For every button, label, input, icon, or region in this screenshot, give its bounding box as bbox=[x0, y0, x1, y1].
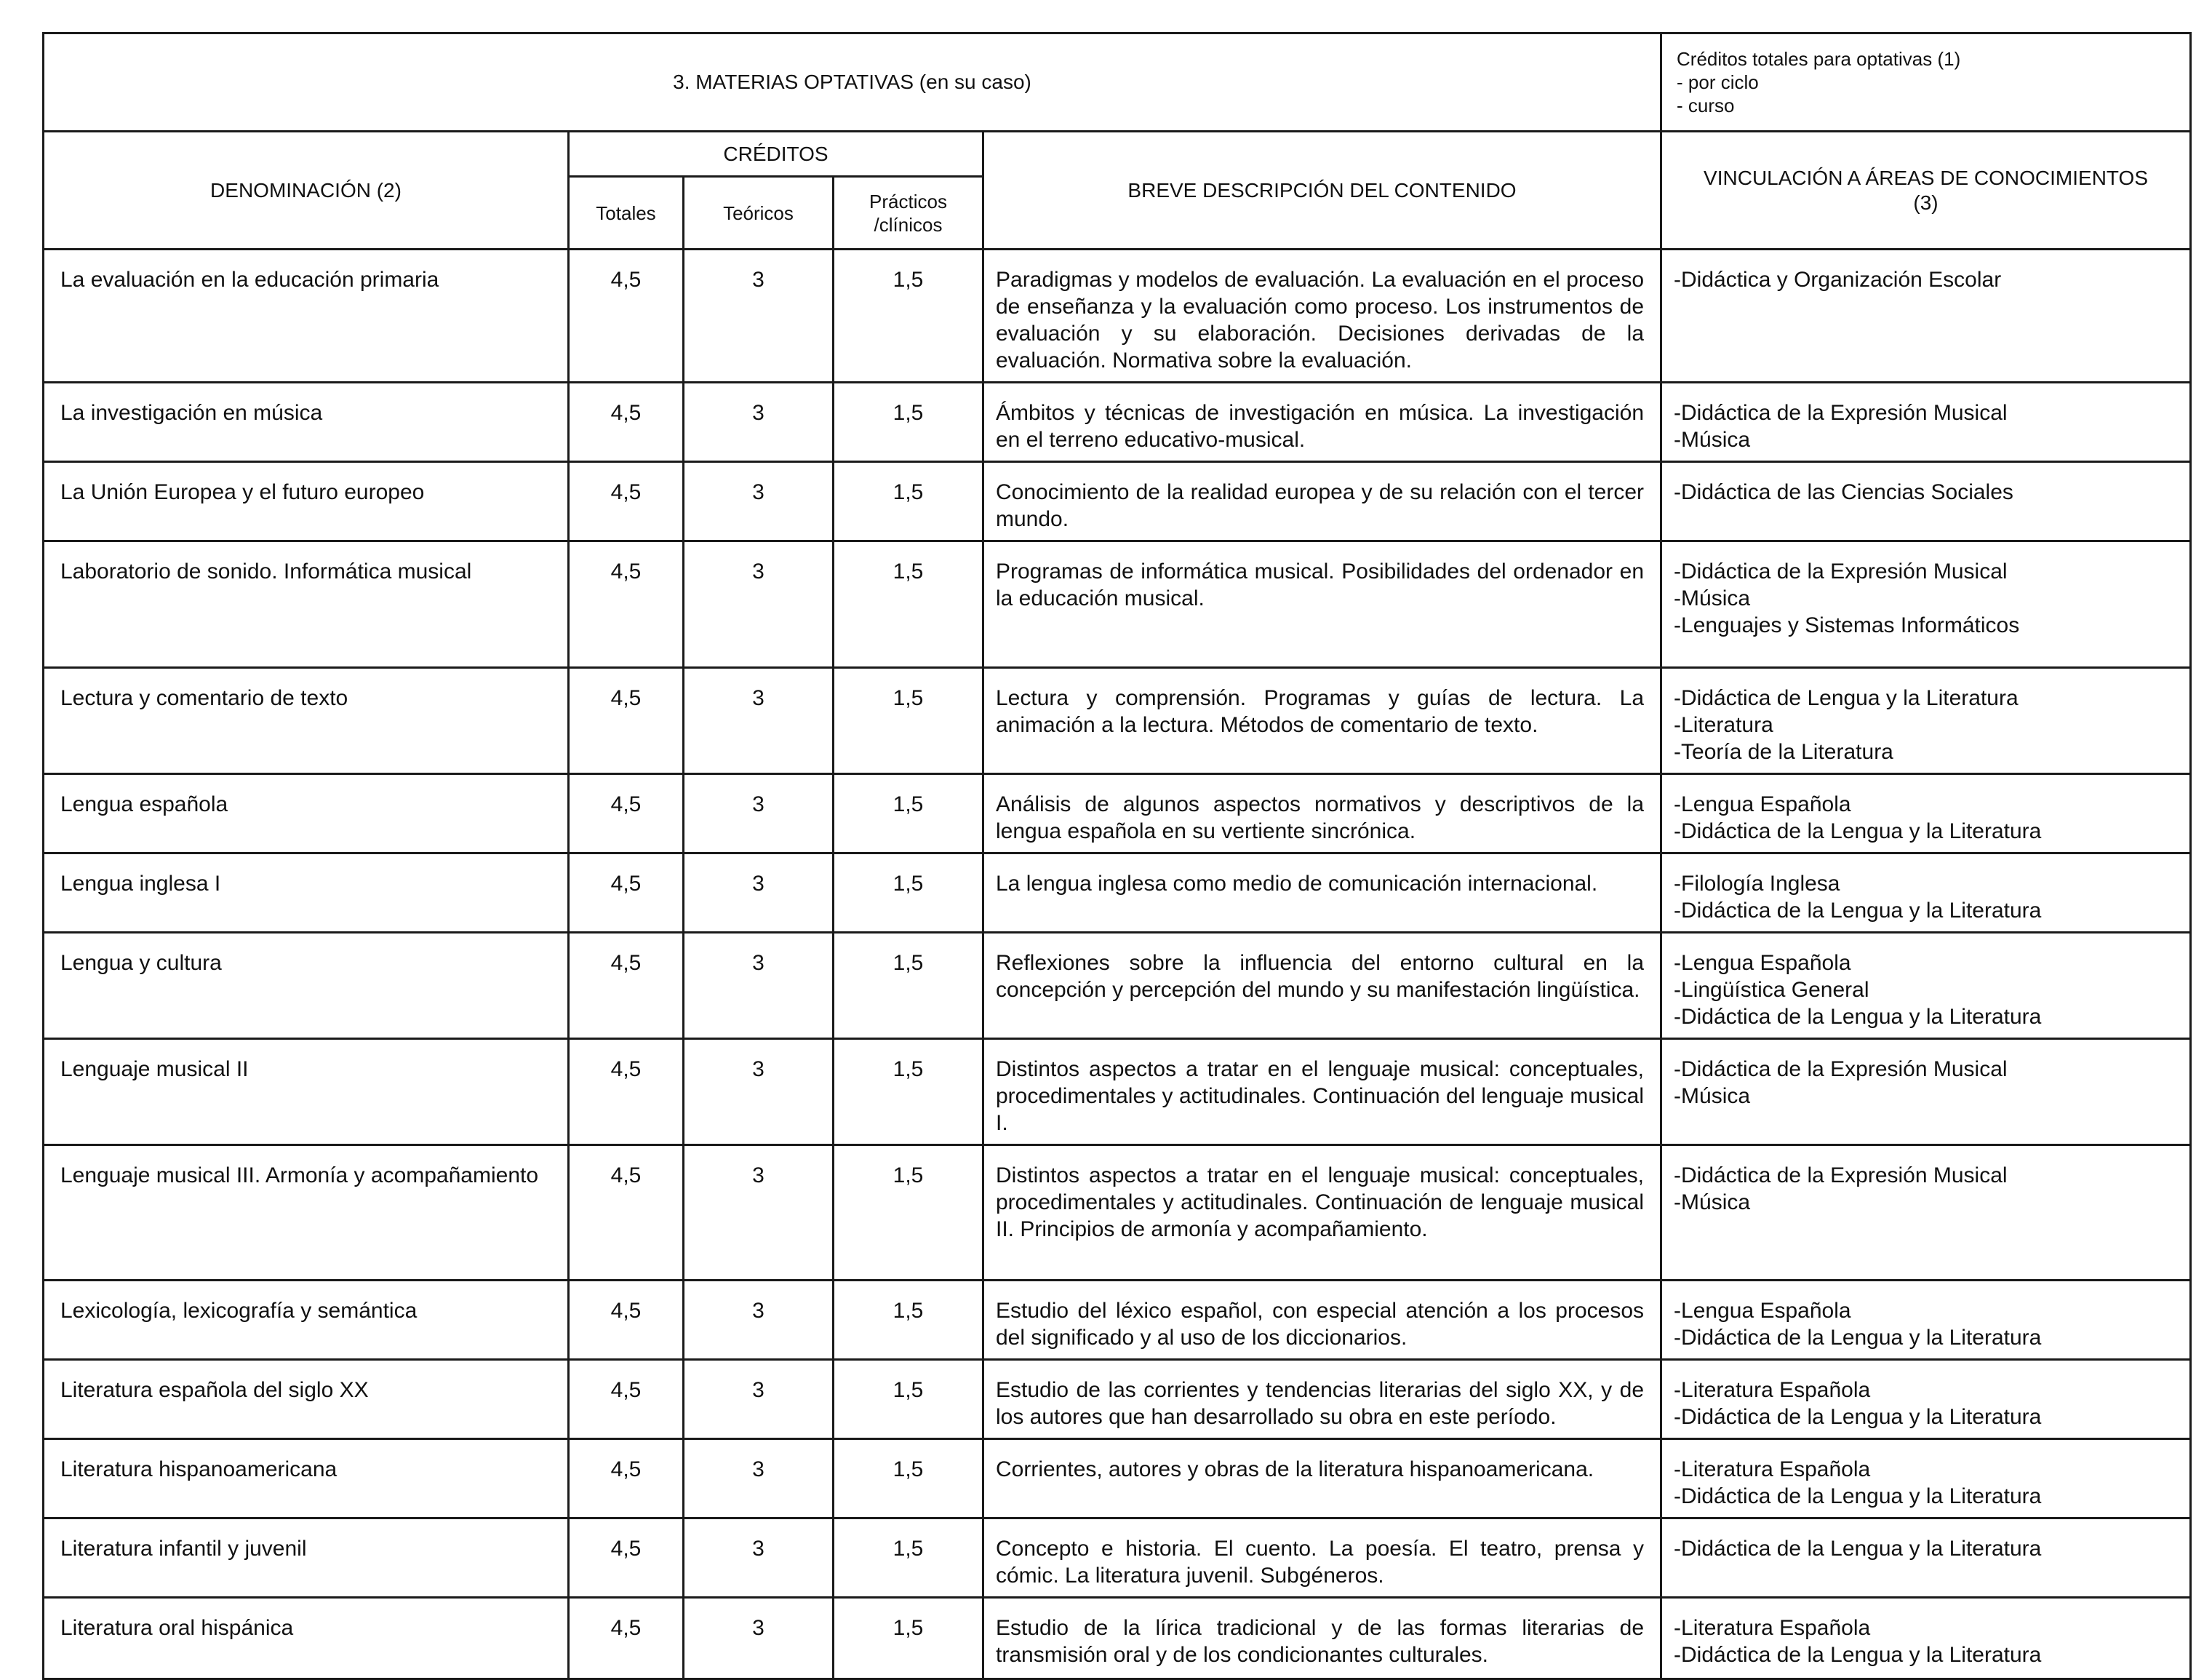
table-row bbox=[44, 1039, 2191, 1145]
table-row bbox=[44, 853, 2191, 933]
knowledge-areas bbox=[1661, 668, 2191, 774]
credits-note-line: Créditos totales para optativas (1) bbox=[1677, 48, 1961, 70]
content-description: Estudio del léxico español, con especial atención a los procesos del significado y al uso de los diccionarios. bbox=[983, 1281, 1661, 1360]
content-description: Estudio de las corrientes y tendencias literarias del siglo XX, y de los autores que han desarrollado su obra en este período. bbox=[983, 1360, 1661, 1439]
credits-totales: 4,5 bbox=[569, 250, 684, 383]
knowledge-areas bbox=[1661, 1518, 2191, 1598]
column-header-row bbox=[44, 132, 2191, 177]
content-description: Programas de informática musical. Posibilidades del ordenador en la educación musical. bbox=[983, 541, 1661, 668]
knowledge-area: -Didáctica de la Lengua y la Literatura bbox=[1674, 899, 2042, 923]
subject-name: La investigación en música bbox=[44, 383, 569, 462]
knowledge-areas bbox=[1661, 250, 2191, 383]
col-header-teoricos: Teóricos bbox=[684, 177, 834, 250]
subject-name: Literatura infantil y juvenil bbox=[44, 1518, 569, 1598]
knowledge-areas bbox=[1661, 462, 2191, 541]
knowledge-areas bbox=[1661, 1360, 2191, 1439]
credits-teoricos: 3 bbox=[684, 774, 834, 853]
subject-name: Lenguaje musical II bbox=[44, 1039, 569, 1145]
knowledge-area: -Didáctica de las Ciencias Sociales bbox=[1674, 480, 2013, 504]
table-row bbox=[44, 933, 2191, 1039]
credits-practicos: 1,5 bbox=[834, 250, 983, 383]
content-description: Distintos aspectos a tratar en el lenguaje musical: conceptuales, procedimentales y actitudinales. Continuación del lenguaje musical I. bbox=[983, 1039, 1661, 1145]
table-row bbox=[44, 462, 2191, 541]
col-header-descripcion: BREVE DESCRIPCIÓN DEL CONTENIDO bbox=[983, 132, 1661, 250]
col-header-denominacion: DENOMINACIÓN (2) bbox=[44, 132, 569, 250]
table-row bbox=[44, 1145, 2191, 1281]
subject-name: Lexicología, lexicografía y semántica bbox=[44, 1281, 569, 1360]
credits-totales: 4,5 bbox=[569, 1039, 684, 1145]
table-row bbox=[44, 1360, 2191, 1439]
knowledge-areas bbox=[1661, 1039, 2191, 1145]
table-row bbox=[44, 383, 2191, 462]
col-header-vinculacion bbox=[1661, 132, 2191, 250]
col-header-vinculacion-line: (3) bbox=[1913, 191, 1939, 214]
knowledge-area: -Didáctica de Lengua y la Literatura bbox=[1674, 686, 2019, 710]
credits-totales: 4,5 bbox=[569, 1281, 684, 1360]
table-row bbox=[44, 774, 2191, 853]
credits-practicos: 1,5 bbox=[834, 541, 983, 668]
credits-practicos: 1,5 bbox=[834, 774, 983, 853]
credits-teoricos: 3 bbox=[684, 853, 834, 933]
table-body bbox=[44, 250, 2191, 1679]
credits-totales: 4,5 bbox=[569, 933, 684, 1039]
credits-practicos: 1,5 bbox=[834, 1518, 983, 1598]
credits-practicos: 1,5 bbox=[834, 933, 983, 1039]
credits-practicos: 1,5 bbox=[834, 853, 983, 933]
knowledge-areas bbox=[1661, 933, 2191, 1039]
table-row bbox=[44, 1281, 2191, 1360]
knowledge-areas bbox=[1661, 1281, 2191, 1360]
credits-teoricos: 3 bbox=[684, 1518, 834, 1598]
col-header-vinculacion-line: VINCULACIÓN A ÁREAS DE CONOCIMIENTOS bbox=[1704, 166, 2148, 189]
table-row bbox=[44, 250, 2191, 383]
content-description: Paradigmas y modelos de evaluación. La evaluación en el proceso de enseñanza y la evaluación como proceso. Los instrumentos de evaluación y su elaboración. Decisiones derivadas de la evaluación. Normativa sobre la evaluación. bbox=[983, 250, 1661, 383]
credits-teoricos: 3 bbox=[684, 541, 834, 668]
knowledge-area: -Literatura Española bbox=[1674, 1457, 1871, 1481]
knowledge-area: -Literatura Española bbox=[1674, 1616, 1871, 1640]
knowledge-area: -Didáctica de la Lengua y la Literatura bbox=[1674, 1405, 2042, 1429]
section-title: 3. MATERIAS OPTATIVAS (en su caso) bbox=[44, 33, 1661, 132]
subject-name: Lengua inglesa I bbox=[44, 853, 569, 933]
knowledge-area: -Lengua Española bbox=[1674, 1299, 1851, 1323]
credits-teoricos: 3 bbox=[684, 250, 834, 383]
table-row bbox=[44, 1439, 2191, 1518]
credits-teoricos: 3 bbox=[684, 668, 834, 774]
table-row bbox=[44, 668, 2191, 774]
col-header-totales: Totales bbox=[569, 177, 684, 250]
credits-teoricos: 3 bbox=[684, 1281, 834, 1360]
credits-note bbox=[1661, 33, 2191, 132]
knowledge-area: -Lenguajes y Sistemas Informáticos bbox=[1674, 613, 2020, 637]
knowledge-area: -Didáctica de la Lengua y la Literatura bbox=[1674, 1537, 2042, 1561]
credits-practicos: 1,5 bbox=[834, 462, 983, 541]
content-description: Reflexiones sobre la influencia del entorno cultural en la concepción y percepción del mundo y su manifestación lingüística. bbox=[983, 933, 1661, 1039]
credits-teoricos: 3 bbox=[684, 1360, 834, 1439]
credits-note-line: - por ciclo bbox=[1677, 71, 1759, 93]
content-description: Lectura y comprensión. Programas y guías de lectura. La animación a la lectura. Métodos de comentario de texto. bbox=[983, 668, 1661, 774]
knowledge-areas bbox=[1661, 383, 2191, 462]
subject-name: Lengua y cultura bbox=[44, 933, 569, 1039]
credits-totales: 4,5 bbox=[569, 383, 684, 462]
credits-practicos: 1,5 bbox=[834, 383, 983, 462]
knowledge-areas bbox=[1661, 853, 2191, 933]
credits-totales: 4,5 bbox=[569, 1518, 684, 1598]
credits-totales: 4,5 bbox=[569, 541, 684, 668]
knowledge-area: -Didáctica de la Lengua y la Literatura bbox=[1674, 1005, 2042, 1029]
credits-teoricos: 3 bbox=[684, 1039, 834, 1145]
knowledge-area: -Música bbox=[1674, 1190, 1751, 1214]
subject-name: La evaluación en la educación primaria bbox=[44, 250, 569, 383]
credits-totales: 4,5 bbox=[569, 1360, 684, 1439]
knowledge-area: -Didáctica de la Lengua y la Literatura bbox=[1674, 819, 2042, 843]
knowledge-areas bbox=[1661, 1439, 2191, 1518]
subject-name: Lengua española bbox=[44, 774, 569, 853]
credits-totales: 4,5 bbox=[569, 1598, 684, 1679]
knowledge-area: -Filología Inglesa bbox=[1674, 872, 1840, 896]
table-row bbox=[44, 541, 2191, 668]
credits-teoricos: 3 bbox=[684, 1145, 834, 1281]
knowledge-area: -Didáctica y Organización Escolar bbox=[1674, 268, 2002, 292]
subject-name: Literatura hispanoamericana bbox=[44, 1439, 569, 1518]
knowledge-areas bbox=[1661, 1145, 2191, 1281]
credits-teoricos: 3 bbox=[684, 1439, 834, 1518]
credits-totales: 4,5 bbox=[569, 774, 684, 853]
credits-practicos: 1,5 bbox=[834, 1598, 983, 1679]
knowledge-area: -Lingüística General bbox=[1674, 978, 1869, 1002]
subject-name: Lectura y comentario de texto bbox=[44, 668, 569, 774]
knowledge-area: -Música bbox=[1674, 1084, 1751, 1108]
subject-name: Laboratorio de sonido. Informática musical bbox=[44, 541, 569, 668]
credits-totales: 4,5 bbox=[569, 462, 684, 541]
knowledge-area: -Literatura bbox=[1674, 713, 1773, 737]
credits-totales: 4,5 bbox=[569, 668, 684, 774]
credits-teoricos: 3 bbox=[684, 933, 834, 1039]
knowledge-area: -Lengua Española bbox=[1674, 951, 1851, 975]
optional-subjects-table bbox=[42, 32, 2192, 1680]
knowledge-area: -Literatura Española bbox=[1674, 1378, 1871, 1402]
credits-practicos: 1,5 bbox=[834, 668, 983, 774]
credits-totales: 4,5 bbox=[569, 853, 684, 933]
knowledge-area: -Música bbox=[1674, 428, 1751, 452]
credits-teoricos: 3 bbox=[684, 462, 834, 541]
content-description: La lengua inglesa como medio de comunicación internacional. bbox=[983, 853, 1661, 933]
content-description: Distintos aspectos a tratar en el lenguaje musical: conceptuales, procedimentales y actitudinales. Continuación de lenguaje musical II. Principios de armonía y acompañamiento. bbox=[983, 1145, 1661, 1281]
knowledge-area: -Didáctica de la Lengua y la Literatura bbox=[1674, 1643, 2042, 1667]
credits-practicos: 1,5 bbox=[834, 1439, 983, 1518]
content-description: Estudio de la lírica tradicional y de las formas literarias de transmisión oral y de los condicionantes culturales. bbox=[983, 1598, 1661, 1679]
knowledge-areas bbox=[1661, 541, 2191, 668]
credits-note-line: - curso bbox=[1677, 95, 1735, 116]
subject-name: Literatura oral hispánica bbox=[44, 1598, 569, 1679]
knowledge-area: -Didáctica de la Lengua y la Literatura bbox=[1674, 1484, 2042, 1508]
section-header-row bbox=[44, 33, 2191, 132]
credits-teoricos: 3 bbox=[684, 383, 834, 462]
credits-practicos: 1,5 bbox=[834, 1360, 983, 1439]
credits-practicos: 1,5 bbox=[834, 1281, 983, 1360]
col-header-practicos bbox=[834, 177, 983, 250]
content-description: Ámbitos y técnicas de investigación en música. La investigación en el terreno educativo-musical. bbox=[983, 383, 1661, 462]
knowledge-area: -Didáctica de la Lengua y la Literatura bbox=[1674, 1326, 2042, 1350]
credits-practicos: 1,5 bbox=[834, 1039, 983, 1145]
credits-totales: 4,5 bbox=[569, 1145, 684, 1281]
knowledge-areas bbox=[1661, 1598, 2191, 1679]
content-description: Concepto e historia. El cuento. La poesía. El teatro, prensa y cómic. La literatura juvenil. Subgéneros. bbox=[983, 1518, 1661, 1598]
knowledge-area: -Lengua Española bbox=[1674, 792, 1851, 816]
knowledge-area: -Didáctica de la Expresión Musical bbox=[1674, 401, 2008, 425]
col-header-practicos-line: Prácticos bbox=[869, 190, 947, 212]
credits-practicos: 1,5 bbox=[834, 1145, 983, 1281]
content-description: Conocimiento de la realidad europea y de su relación con el tercer mundo. bbox=[983, 462, 1661, 541]
knowledge-area: -Didáctica de la Expresión Musical bbox=[1674, 1163, 2008, 1187]
subject-name: La Unión Europea y el futuro europeo bbox=[44, 462, 569, 541]
knowledge-areas bbox=[1661, 774, 2191, 853]
credits-totales: 4,5 bbox=[569, 1439, 684, 1518]
content-description: Análisis de algunos aspectos normativos y descriptivos de la lengua española en su vertiente sincrónica. bbox=[983, 774, 1661, 853]
subject-name: Literatura española del siglo XX bbox=[44, 1360, 569, 1439]
knowledge-area: -Didáctica de la Expresión Musical bbox=[1674, 560, 2008, 584]
table-row bbox=[44, 1518, 2191, 1598]
col-header-creditos: CRÉDITOS bbox=[569, 132, 983, 177]
knowledge-area: -Didáctica de la Expresión Musical bbox=[1674, 1057, 2008, 1081]
knowledge-area: -Teoría de la Literatura bbox=[1674, 740, 1893, 764]
col-header-practicos-line: /clínicos bbox=[874, 213, 943, 236]
content-description: Corrientes, autores y obras de la literatura hispanoamericana. bbox=[983, 1439, 1661, 1518]
table-row bbox=[44, 1598, 2191, 1679]
subject-name: Lenguaje musical III. Armonía y acompañamiento bbox=[44, 1145, 569, 1281]
credits-teoricos: 3 bbox=[684, 1598, 834, 1679]
knowledge-area: -Música bbox=[1674, 586, 1751, 610]
